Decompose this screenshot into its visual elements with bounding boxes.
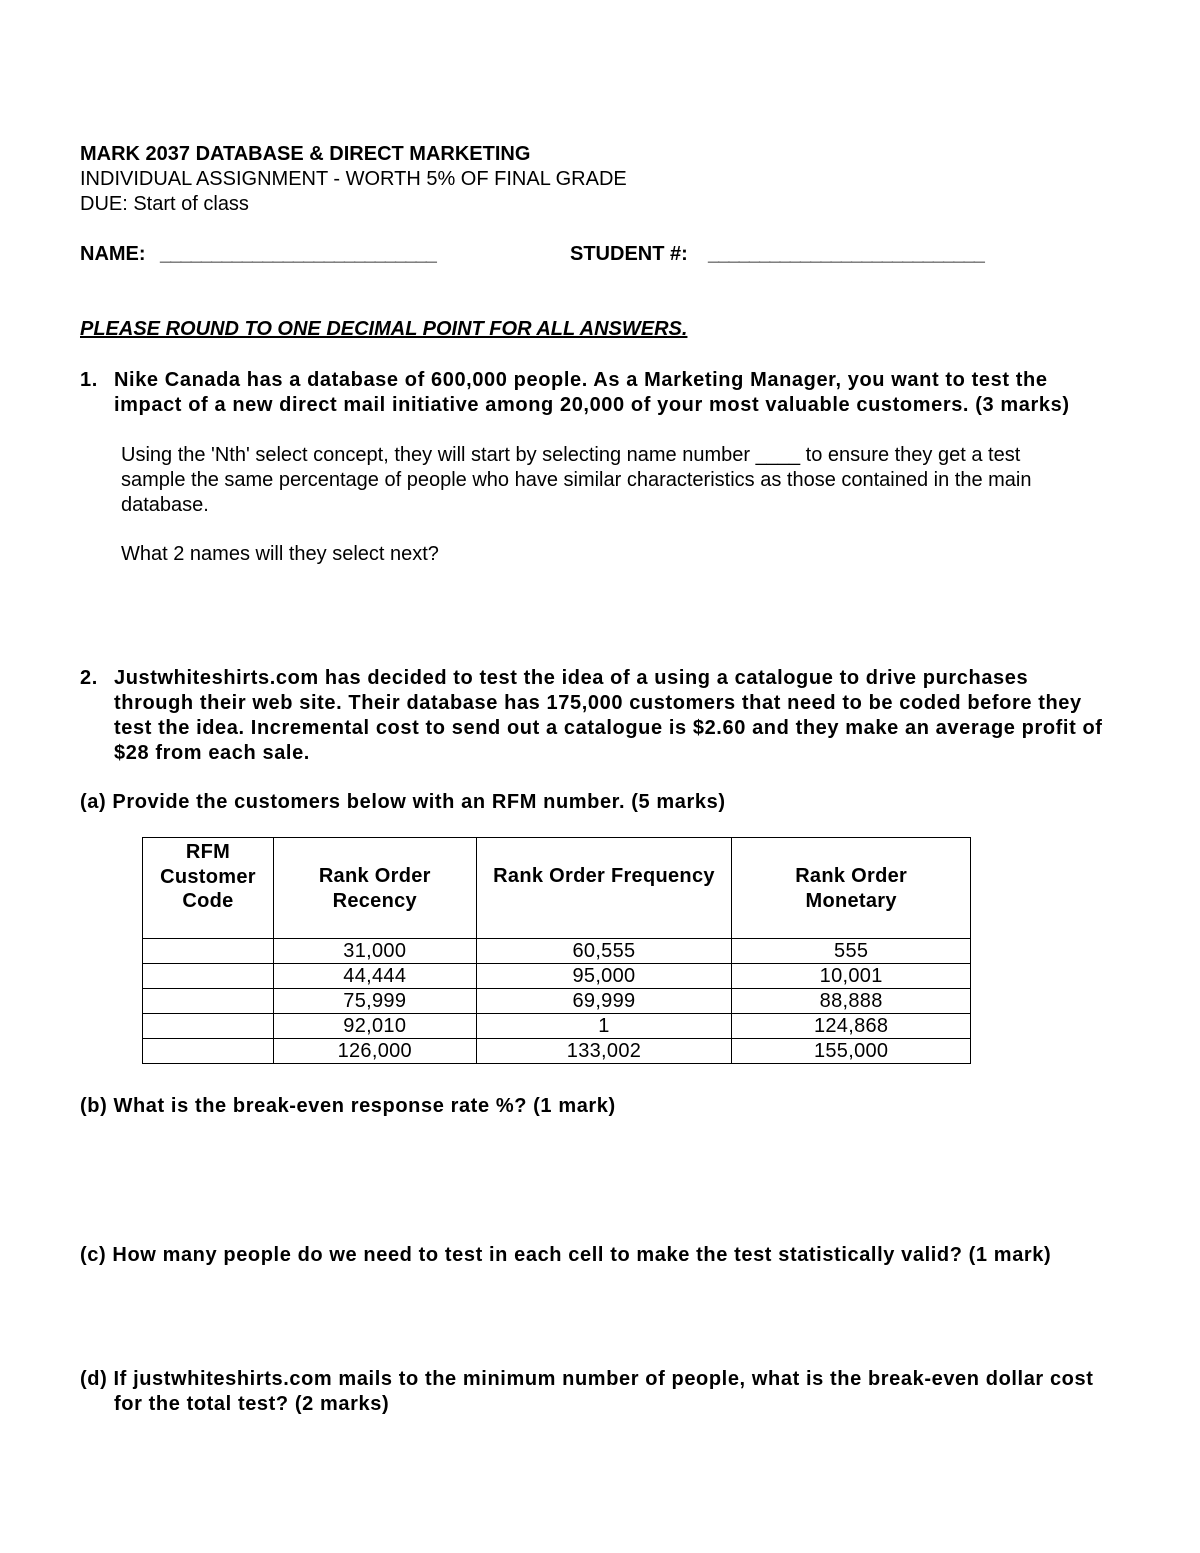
- name-number-blank[interactable]: ____: [755, 444, 801, 466]
- nth-select-text-a: Using the 'Nth' select concept, they will start by selecting name number: [121, 444, 751, 466]
- part-a-prompt: (a) Provide the customers below with an RFM number. (5 marks): [80, 791, 726, 813]
- frequency-cell: 1: [476, 1014, 732, 1039]
- frequency-cell: 95,000: [476, 964, 732, 989]
- question-2-line-2: through their web site. Their database has 175,000 customers that need to be coded before they: [114, 692, 1082, 714]
- header-frequency: [476, 838, 732, 939]
- nth-select-line-3: database.: [121, 494, 209, 516]
- table-header-row: [143, 838, 971, 939]
- rfm-code-cell[interactable]: [143, 1039, 274, 1064]
- due-date: DUE: Start of class: [80, 193, 249, 215]
- part-d-prompt-line-2: for the total test? (2 marks): [114, 1393, 390, 1415]
- table-row: [143, 939, 971, 964]
- nth-select-text-b: to ensure they get a test: [805, 444, 1021, 466]
- header-line: RFM: [185, 841, 231, 863]
- part-d-prompt-line-1: (d) If justwhiteshirts.com mails to the minimum number of people, what is the break-even dollar cost: [80, 1368, 1094, 1390]
- header-line: Monetary: [805, 889, 897, 912]
- header-line: Recency: [332, 889, 417, 912]
- header-line: Customer: [160, 865, 256, 888]
- nth-select-paragraph: [121, 443, 1032, 518]
- name-field[interactable]: ___________________________: [160, 243, 437, 265]
- header-recency: [273, 838, 476, 939]
- rfm-code-cell[interactable]: [143, 964, 274, 989]
- table-row: [143, 1014, 971, 1039]
- frequency-cell: 60,555: [476, 939, 732, 964]
- question-1-line-1: Nike Canada has a database of 600,000 people. As a Marketing Manager, you want to test the: [114, 369, 1048, 391]
- question-1-line-2: impact of a new direct mail initiative among 20,000 of your most valuable customers. (3 marks): [114, 394, 1070, 416]
- rfm-code-cell[interactable]: [143, 939, 274, 964]
- frequency-cell: 133,002: [476, 1039, 732, 1064]
- question-number: 2.: [80, 667, 98, 689]
- rfm-table: [142, 837, 971, 1064]
- monetary-cell: 155,000: [732, 1039, 971, 1064]
- question-2-line-4: $28 from each sale.: [114, 742, 310, 764]
- recency-cell: 75,999: [273, 989, 476, 1014]
- name-label: NAME:: [80, 243, 146, 265]
- part-c-prompt: (c) How many people do we need to test in each cell to make the test statistically valid? (1 mark): [80, 1244, 1052, 1266]
- rfm-code-cell[interactable]: [143, 989, 274, 1014]
- student-number-label: STUDENT #:: [570, 243, 688, 265]
- assignment-subtitle: INDIVIDUAL ASSIGNMENT - WORTH 5% OF FINAL GRADE: [80, 168, 627, 190]
- recency-cell: 126,000: [273, 1039, 476, 1064]
- rounding-instruction: PLEASE ROUND TO ONE DECIMAL POINT FOR ALL ANSWERS.: [80, 318, 688, 340]
- table-row: [143, 1039, 971, 1064]
- recency-cell: 44,444: [273, 964, 476, 989]
- recency-cell: 31,000: [273, 939, 476, 964]
- header-line: Rank Order Frequency: [493, 865, 715, 887]
- question-2-line-1: Justwhiteshirts.com has decided to test the idea of a using a catalogue to drive purchases: [114, 667, 1029, 689]
- table-row: [143, 964, 971, 989]
- frequency-cell: 69,999: [476, 989, 732, 1014]
- header-line: Code: [182, 890, 234, 912]
- recency-cell: 92,010: [273, 1014, 476, 1039]
- header-rfm-code: [143, 838, 274, 939]
- monetary-cell: 555: [732, 939, 971, 964]
- monetary-cell: 88,888: [732, 989, 971, 1014]
- monetary-cell: 124,868: [732, 1014, 971, 1039]
- header-line: Rank Order: [318, 865, 431, 887]
- next-names-question: What 2 names will they select next?: [121, 543, 439, 565]
- course-title: MARK 2037 DATABASE & DIRECT MARKETING: [80, 143, 531, 165]
- monetary-cell: 10,001: [732, 964, 971, 989]
- question-2-line-3: test the idea. Incremental cost to send out a catalogue is $2.60 and they make an average profit of: [114, 717, 1103, 739]
- part-b-prompt: (b) What is the break-even response rate %? (1 mark): [80, 1095, 616, 1117]
- header-monetary: [732, 838, 971, 939]
- table-row: [143, 989, 971, 1014]
- student-number-field[interactable]: ___________________________: [708, 243, 985, 265]
- question-number: 1.: [80, 369, 98, 391]
- header-line: Rank Order: [795, 865, 908, 887]
- rfm-code-cell[interactable]: [143, 1014, 274, 1039]
- nth-select-line-2: sample the same percentage of people who have similar characteristics as those contained in the main: [121, 469, 1032, 491]
